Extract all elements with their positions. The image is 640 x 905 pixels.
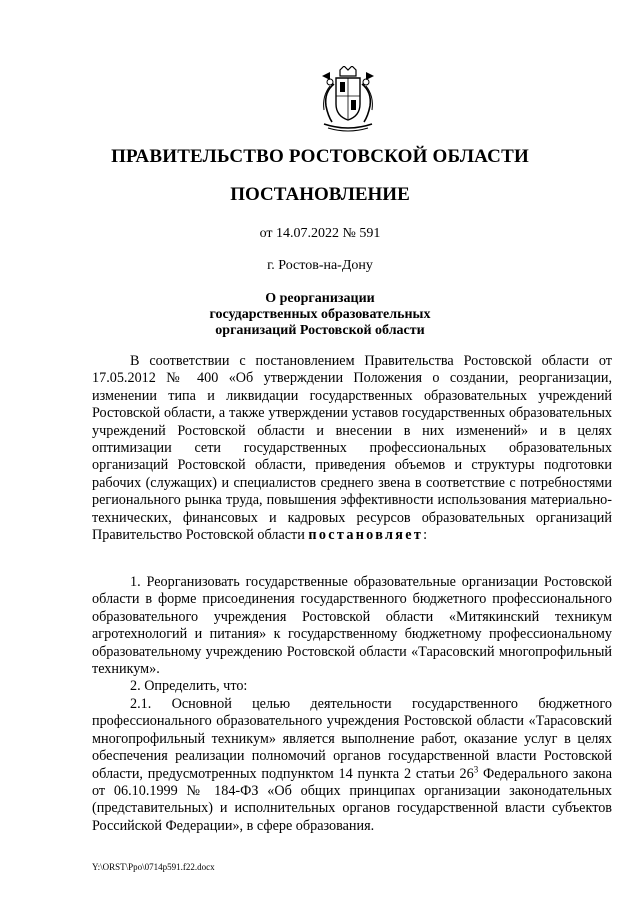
document-date-number: от 14.07.2022 № 591 (259, 226, 381, 241)
decree-colon: : (423, 527, 428, 544)
preamble-text: В соответствии с постановлением Правительства Ростовской области от 17.05.2012 № 400 «Об утверждении Положения о создании, реорганизации, изменении типа и ликвидации государственных образовательных учреждений Ростовской области, а также утверждении уставов государственных образовательных учреждений Ростовской области и внесении в них изменений» и в целях оптимизации сети государственных профессиональных образовательных организаций Ростовской области, приведения объемов и структуры подготовки рабочих (служащих) и специалистов среднего звена в соответствие с потребностями регионального рынка труда, повышения эффективности использования материально-технических, финансовых и кадровых ресурсов образовательных организаций Правительство Ростовской области (92, 353, 612, 544)
subject-line: организаций Ростовской области (215, 323, 425, 338)
item-2-1-text-b: Федерального закона от 06.10.1999 № 184-ФЗ «Об общих принципах организации законодательных (представительных) и исполнительных органов государственной власти субъектов Российской Федерации», в сфере образования. (92, 765, 612, 834)
document-city: г. Ростов-на-Дону (267, 258, 373, 273)
subject-line: государственных образовательных (209, 307, 431, 322)
preamble-paragraph (92, 353, 612, 544)
item-1-paragraph: 1. Реорганизовать государственные образовательные организации Ростовской области в форме присоединения государственного бюджетного профессионального образовательного учреждения Ростовской области «Митякинский техникум агротехнологий и питания» к государственному бюджетному профессиональному образовательному учреждению Ростовской области «Тарасовский многопрофильный техникум». (92, 574, 612, 678)
subject-line: О реорганизации (265, 291, 375, 306)
document-subject (0, 291, 640, 339)
item-2-1-paragraph (92, 696, 612, 835)
document-type: ПОСТАНОВЛЕНИЕ (230, 184, 410, 205)
decree-word: постановляет (308, 527, 424, 544)
file-path-footer: Y:\ORST\Ppo\0714p591.f22.docx (92, 862, 215, 872)
government-title: ПРАВИТЕЛЬСТВО РОСТОВСКОЙ ОБЛАСТИ (111, 146, 529, 167)
item-2-1-superscript: 3 (473, 763, 479, 774)
item-2-1-text-a: 2.1. Основной целью деятельности государственного бюджетного профессионального образовательного учреждения Ростовской области «Тарасовский многопрофильный техникум» является выполнение работ, оказание услуг в целях обеспечения реализации полномочий органов государственной власти Ростовской области, предусмотренных подпунктом 14 пункта 2 статьи 26 (92, 696, 612, 782)
rostov-coat-of-arms-icon (316, 66, 380, 132)
item-2-paragraph: 2. Определить, что: (130, 678, 248, 694)
